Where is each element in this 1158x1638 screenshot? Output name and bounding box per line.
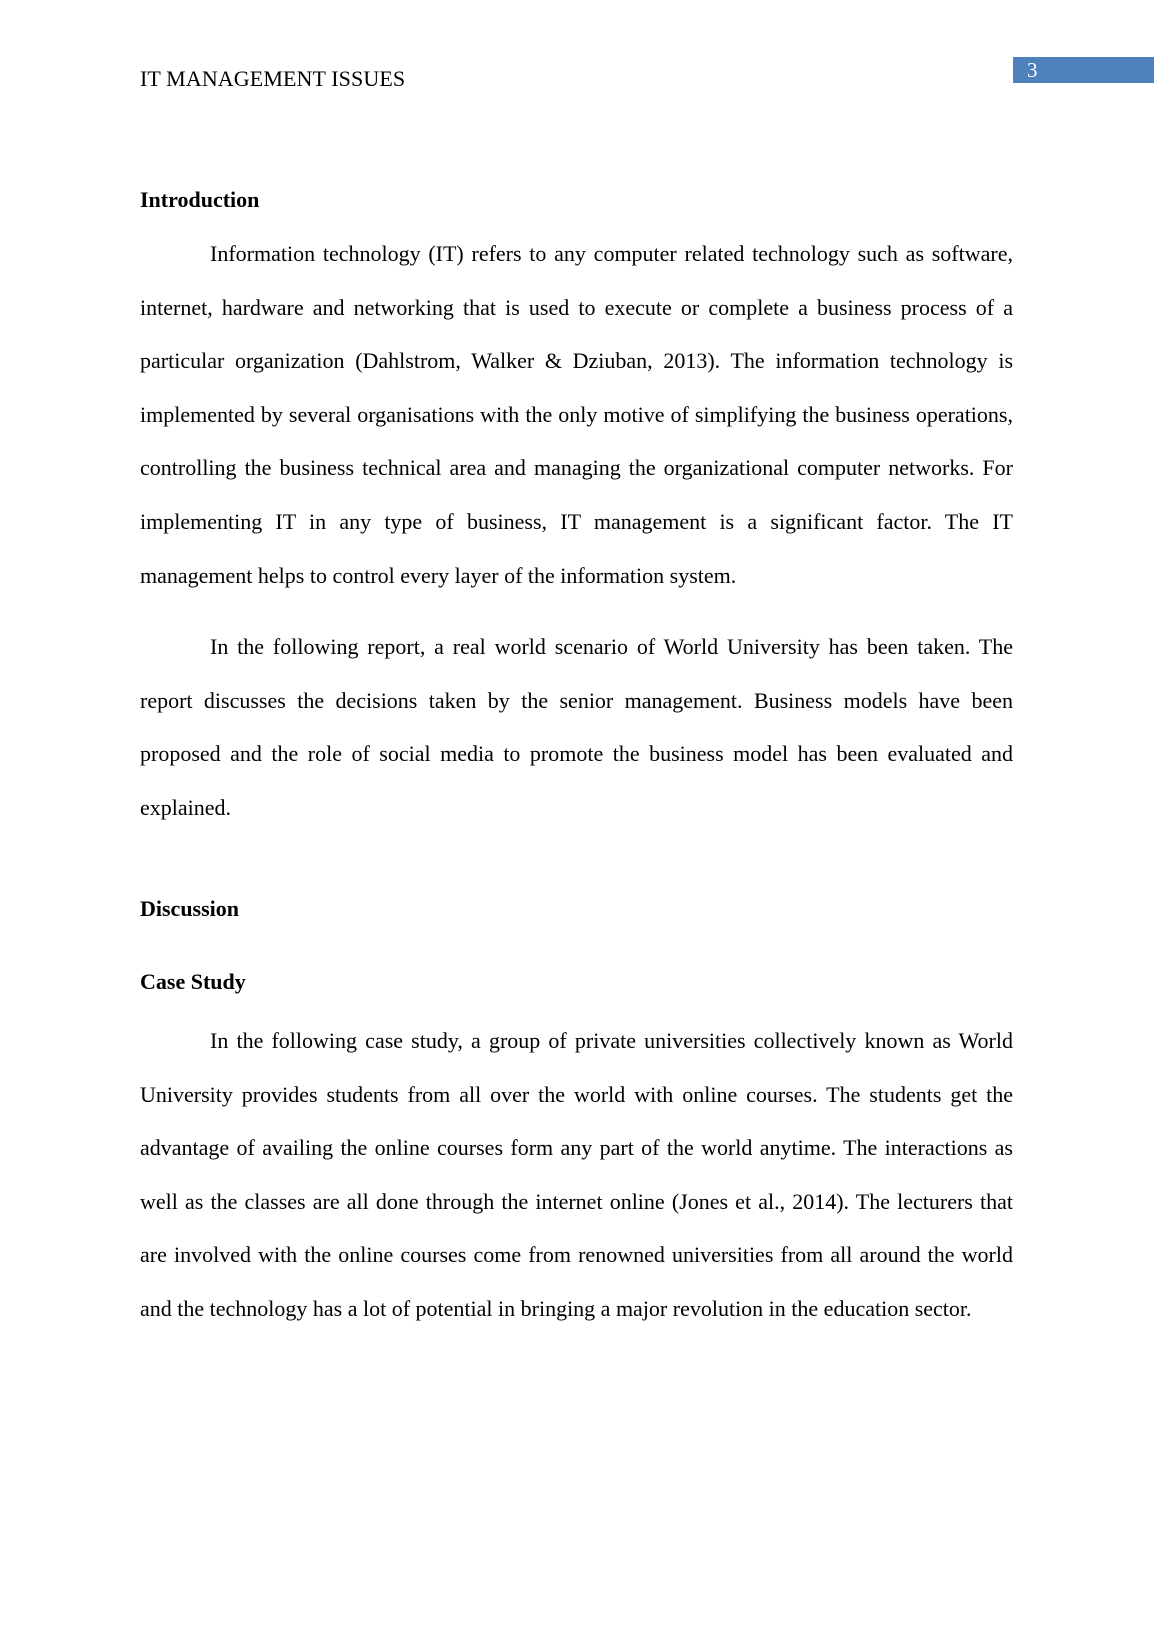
heading-case-study: Case Study: [140, 969, 246, 994]
paragraph-introduction-2: In the following report, a real world scenario of World University has been taken. The report discusses the decisions taken by the senior management. Business models have been proposed and the role of social media to promote the business model has been evaluated and explained.: [140, 634, 1013, 820]
paragraph-case-study-1: In the following case study, a group of private universities collectively known as World University provides students from all over the world with online courses. The students get the advantage of availing the online courses form any part of the world anytime. The interactions as well as the classes are all done through the internet online (Jones et al., 2014). The lecturers that are involved with the online courses come from renowned universities from all around the world and the technology has a lot of potential in bringing a major revolution in the education sector.: [140, 1028, 1013, 1321]
paragraph-introduction-1: Information technology (IT) refers to any computer related technology such as software, internet, hardware and networking that is used to execute or complete a business process of a particular organization (Dahlstrom, Walker & Dziuban, 2013). The information technology is implemented by several organisations with the only motive of simplifying the business operations, controlling the business technical area and managing the organizational computer networks. For implementing IT in any type of business, IT management is a significant factor. The IT management helps to control every layer of the information system.: [140, 241, 1013, 588]
heading-introduction: Introduction: [140, 187, 260, 212]
running-head: IT MANAGEMENT ISSUES: [140, 66, 406, 91]
heading-discussion: Discussion: [140, 896, 240, 921]
page-number: 3: [1013, 57, 1154, 83]
